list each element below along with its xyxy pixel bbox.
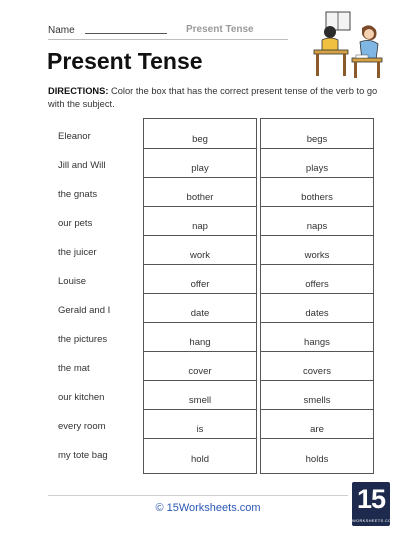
- name-field[interactable]: [85, 24, 167, 34]
- answer-box-b[interactable]: are: [261, 410, 373, 439]
- directions: [48, 85, 378, 111]
- subject-label: Louise: [58, 276, 86, 287]
- subject-label: the juicer: [58, 247, 97, 258]
- page-title: Present Tense: [47, 48, 203, 74]
- header-divider: [48, 39, 288, 40]
- answer-box-a[interactable]: smell: [144, 381, 256, 410]
- answer-box-b[interactable]: bothers: [261, 178, 373, 207]
- answer-box-a[interactable]: play: [144, 149, 256, 178]
- answer-box-b[interactable]: works: [261, 236, 373, 265]
- footer-copyright[interactable]: © 15Worksheets.com: [155, 502, 261, 514]
- answer-box-b[interactable]: begs: [261, 120, 373, 149]
- answer-box-b[interactable]: covers: [261, 352, 373, 381]
- subject-label: Eleanor: [58, 131, 91, 142]
- answer-box-a[interactable]: offer: [144, 265, 256, 294]
- subject-label: the pictures: [58, 334, 108, 345]
- answer-box-a[interactable]: is: [144, 410, 256, 439]
- answer-box-a[interactable]: cover: [144, 352, 256, 381]
- answer-box-b[interactable]: hangs: [261, 323, 373, 352]
- subject-label: our kitchen: [58, 392, 105, 403]
- directions-label: DIRECTIONS:: [48, 86, 109, 96]
- subject-label: Jill and Will: [58, 160, 106, 171]
- answer-box-a[interactable]: hold: [191, 454, 209, 465]
- name-label: Name: [48, 25, 75, 36]
- subject-label: every room: [58, 421, 106, 432]
- name-row: [48, 24, 254, 36]
- subject-label: our pets: [58, 218, 93, 229]
- logo-number: 15: [356, 484, 386, 514]
- directions-text: Color the box that has the correct present tense of the verb to go with the subject.: [48, 86, 378, 110]
- worksheets-logo: [352, 482, 396, 526]
- answer-box-a[interactable]: date: [144, 294, 256, 323]
- answer-box-b[interactable]: offers: [261, 265, 373, 294]
- answer-box-a[interactable]: work: [144, 236, 256, 265]
- answer-box-a[interactable]: bother: [144, 178, 256, 207]
- answer-box-a[interactable]: nap: [144, 207, 256, 236]
- subject-label: the gnats: [58, 189, 98, 200]
- logo-text: WORKSHEETS.COM: [352, 518, 396, 523]
- answer-box-a[interactable]: beg: [144, 120, 256, 149]
- subject-label: the mat: [58, 363, 90, 374]
- subject-label: my tote bag: [58, 450, 108, 461]
- answer-box-b[interactable]: smells: [261, 381, 373, 410]
- answer-box-b[interactable]: dates: [261, 294, 373, 323]
- answer-box-b[interactable]: holds: [305, 454, 329, 465]
- answer-box-b[interactable]: plays: [261, 149, 373, 178]
- answer-box-b[interactable]: naps: [261, 207, 373, 236]
- worksheet-subtitle: Present Tense: [186, 24, 254, 35]
- option-column-b: [260, 118, 374, 474]
- student-writing-at-desk-icon: [312, 10, 388, 82]
- subject-label: Gerald and I: [58, 305, 111, 316]
- answer-box-a[interactable]: hang: [144, 323, 256, 352]
- footer-divider: [48, 495, 348, 496]
- option-column-a: [143, 118, 257, 474]
